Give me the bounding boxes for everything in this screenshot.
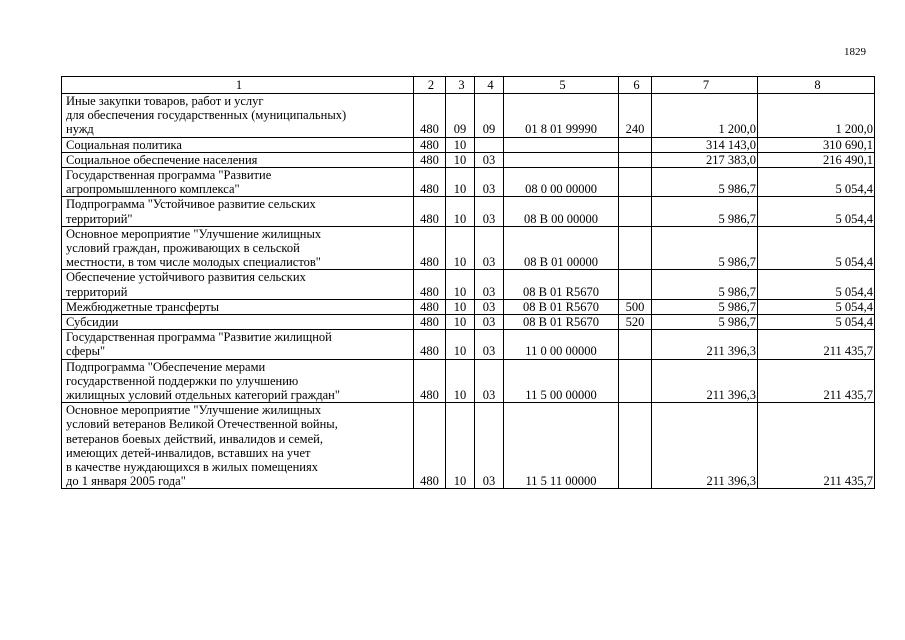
table-row: [62, 197, 875, 226]
row-name-cell: Подпрограмма "Устойчивое развитие сельских территорий": [62, 197, 414, 226]
section-cell: 10: [446, 226, 475, 270]
page-number: 1829: [844, 46, 866, 58]
expense-type-cell: [619, 330, 652, 359]
code-cell: 480: [414, 359, 446, 403]
table-row: [62, 315, 875, 330]
header-cell: 8: [758, 77, 875, 94]
amount-col8-cell: 310 690,1: [758, 137, 875, 152]
amount-col8-cell: 5 054,4: [758, 299, 875, 314]
target-article-cell: 08 В 01 R5670: [504, 315, 619, 330]
subsection-cell: 03: [475, 359, 504, 403]
code-cell: 480: [414, 94, 446, 138]
table-row: [62, 137, 875, 152]
expense-type-cell: [619, 359, 652, 403]
target-article-cell: 01 8 01 99990: [504, 94, 619, 138]
table-row: [62, 94, 875, 138]
expense-type-cell: [619, 137, 652, 152]
header-cell: 6: [619, 77, 652, 94]
row-name-cell: Подпрограмма "Обеспечение мерами государственной поддержки по улучшению жилищных условий отдельных категорий граждан": [62, 359, 414, 403]
row-name-cell: Социальное обеспечение населения: [62, 152, 414, 167]
target-article-cell: 08 В 01 R5670: [504, 270, 619, 299]
code-cell: 480: [414, 299, 446, 314]
amount-col8-cell: 5 054,4: [758, 226, 875, 270]
table-row: [62, 270, 875, 299]
row-name-cell: Основное мероприятие "Улучшение жилищных условий граждан, проживающих в сельской местности, в том числе молодых специалистов": [62, 226, 414, 270]
table-row: [62, 226, 875, 270]
section-cell: 09: [446, 94, 475, 138]
table-row: [62, 359, 875, 403]
row-name-cell: Государственная программа "Развитие агропромышленного комплекса": [62, 168, 414, 197]
amount-col7-cell: 211 396,3: [652, 359, 758, 403]
table-row: [62, 152, 875, 167]
subsection-cell: 03: [475, 299, 504, 314]
subsection-cell: 03: [475, 270, 504, 299]
subsection-cell: 03: [475, 315, 504, 330]
subsection-cell: 03: [475, 403, 504, 489]
amount-col7-cell: 314 143,0: [652, 137, 758, 152]
section-cell: 10: [446, 197, 475, 226]
expense-type-cell: [619, 197, 652, 226]
target-article-cell: 11 5 11 00000: [504, 403, 619, 489]
target-article-cell: 11 5 00 00000: [504, 359, 619, 403]
subsection-cell: 03: [475, 152, 504, 167]
row-name-cell: Социальная политика: [62, 137, 414, 152]
row-name-cell: Иные закупки товаров, работ и услуг для обеспечения государственных (муниципальных) нужд: [62, 94, 414, 138]
amount-col7-cell: 211 396,3: [652, 330, 758, 359]
code-cell: 480: [414, 137, 446, 152]
amount-col8-cell: 211 435,7: [758, 330, 875, 359]
row-name-cell: Основное мероприятие "Улучшение жилищных условий ветеранов Великой Отечественной войны, ветеранов боевых действий, инвалидов и семей, имеющих детей-инвалидов, вставших на учет в качестве нуждающихся в жилых помещениях до 1 января 2005 года": [62, 403, 414, 489]
section-cell: 10: [446, 168, 475, 197]
expense-type-cell: [619, 152, 652, 167]
section-cell: 10: [446, 152, 475, 167]
row-name-cell: Субсидии: [62, 315, 414, 330]
subsection-cell: 03: [475, 168, 504, 197]
target-article-cell: 11 0 00 00000: [504, 330, 619, 359]
table-header-row: [62, 77, 875, 94]
amount-col8-cell: 211 435,7: [758, 359, 875, 403]
amount-col8-cell: 216 490,1: [758, 152, 875, 167]
target-article-cell: 08 В 01 00000: [504, 226, 619, 270]
header-cell: 7: [652, 77, 758, 94]
header-cell: 2: [414, 77, 446, 94]
expense-type-cell: 240: [619, 94, 652, 138]
amount-col8-cell: 211 435,7: [758, 403, 875, 489]
amount-col7-cell: 5 986,7: [652, 197, 758, 226]
target-article-cell: 08 В 00 00000: [504, 197, 619, 226]
row-name-cell: Государственная программа "Развитие жилищной сферы": [62, 330, 414, 359]
expense-type-cell: [619, 168, 652, 197]
amount-col7-cell: 217 383,0: [652, 152, 758, 167]
subsection-cell: 09: [475, 94, 504, 138]
target-article-cell: 08 0 00 00000: [504, 168, 619, 197]
section-cell: 10: [446, 137, 475, 152]
amount-col7-cell: 5 986,7: [652, 226, 758, 270]
target-article-cell: 08 В 01 R5670: [504, 299, 619, 314]
expense-type-cell: [619, 270, 652, 299]
header-cell: 4: [475, 77, 504, 94]
table-row: [62, 299, 875, 314]
code-cell: 480: [414, 330, 446, 359]
amount-col8-cell: 5 054,4: [758, 270, 875, 299]
section-cell: 10: [446, 403, 475, 489]
subsection-cell: 03: [475, 330, 504, 359]
code-cell: 480: [414, 152, 446, 167]
expense-type-cell: 500: [619, 299, 652, 314]
amount-col7-cell: 211 396,3: [652, 403, 758, 489]
subsection-cell: [475, 137, 504, 152]
expense-type-cell: [619, 226, 652, 270]
amount-col7-cell: 5 986,7: [652, 168, 758, 197]
table-row: [62, 330, 875, 359]
header-cell: 1: [62, 77, 414, 94]
code-cell: 480: [414, 315, 446, 330]
header-cell: 5: [504, 77, 619, 94]
amount-col8-cell: 5 054,4: [758, 168, 875, 197]
code-cell: 480: [414, 403, 446, 489]
subsection-cell: 03: [475, 226, 504, 270]
section-cell: 10: [446, 330, 475, 359]
target-article-cell: [504, 137, 619, 152]
amount-col8-cell: 1 200,0: [758, 94, 875, 138]
section-cell: 10: [446, 359, 475, 403]
section-cell: 10: [446, 315, 475, 330]
target-article-cell: [504, 152, 619, 167]
code-cell: 480: [414, 168, 446, 197]
row-name-cell: Межбюджетные трансферты: [62, 299, 414, 314]
budget-table: [61, 76, 875, 489]
header-cell: 3: [446, 77, 475, 94]
amount-col8-cell: 5 054,4: [758, 315, 875, 330]
amount-col7-cell: 1 200,0: [652, 94, 758, 138]
amount-col7-cell: 5 986,7: [652, 270, 758, 299]
code-cell: 480: [414, 270, 446, 299]
amount-col7-cell: 5 986,7: [652, 299, 758, 314]
subsection-cell: 03: [475, 197, 504, 226]
section-cell: 10: [446, 299, 475, 314]
expense-type-cell: 520: [619, 315, 652, 330]
row-name-cell: Обеспечение устойчивого развития сельских территорий: [62, 270, 414, 299]
amount-col7-cell: 5 986,7: [652, 315, 758, 330]
expense-type-cell: [619, 403, 652, 489]
table-row: [62, 168, 875, 197]
section-cell: 10: [446, 270, 475, 299]
code-cell: 480: [414, 226, 446, 270]
code-cell: 480: [414, 197, 446, 226]
table-row: [62, 403, 875, 489]
amount-col8-cell: 5 054,4: [758, 197, 875, 226]
